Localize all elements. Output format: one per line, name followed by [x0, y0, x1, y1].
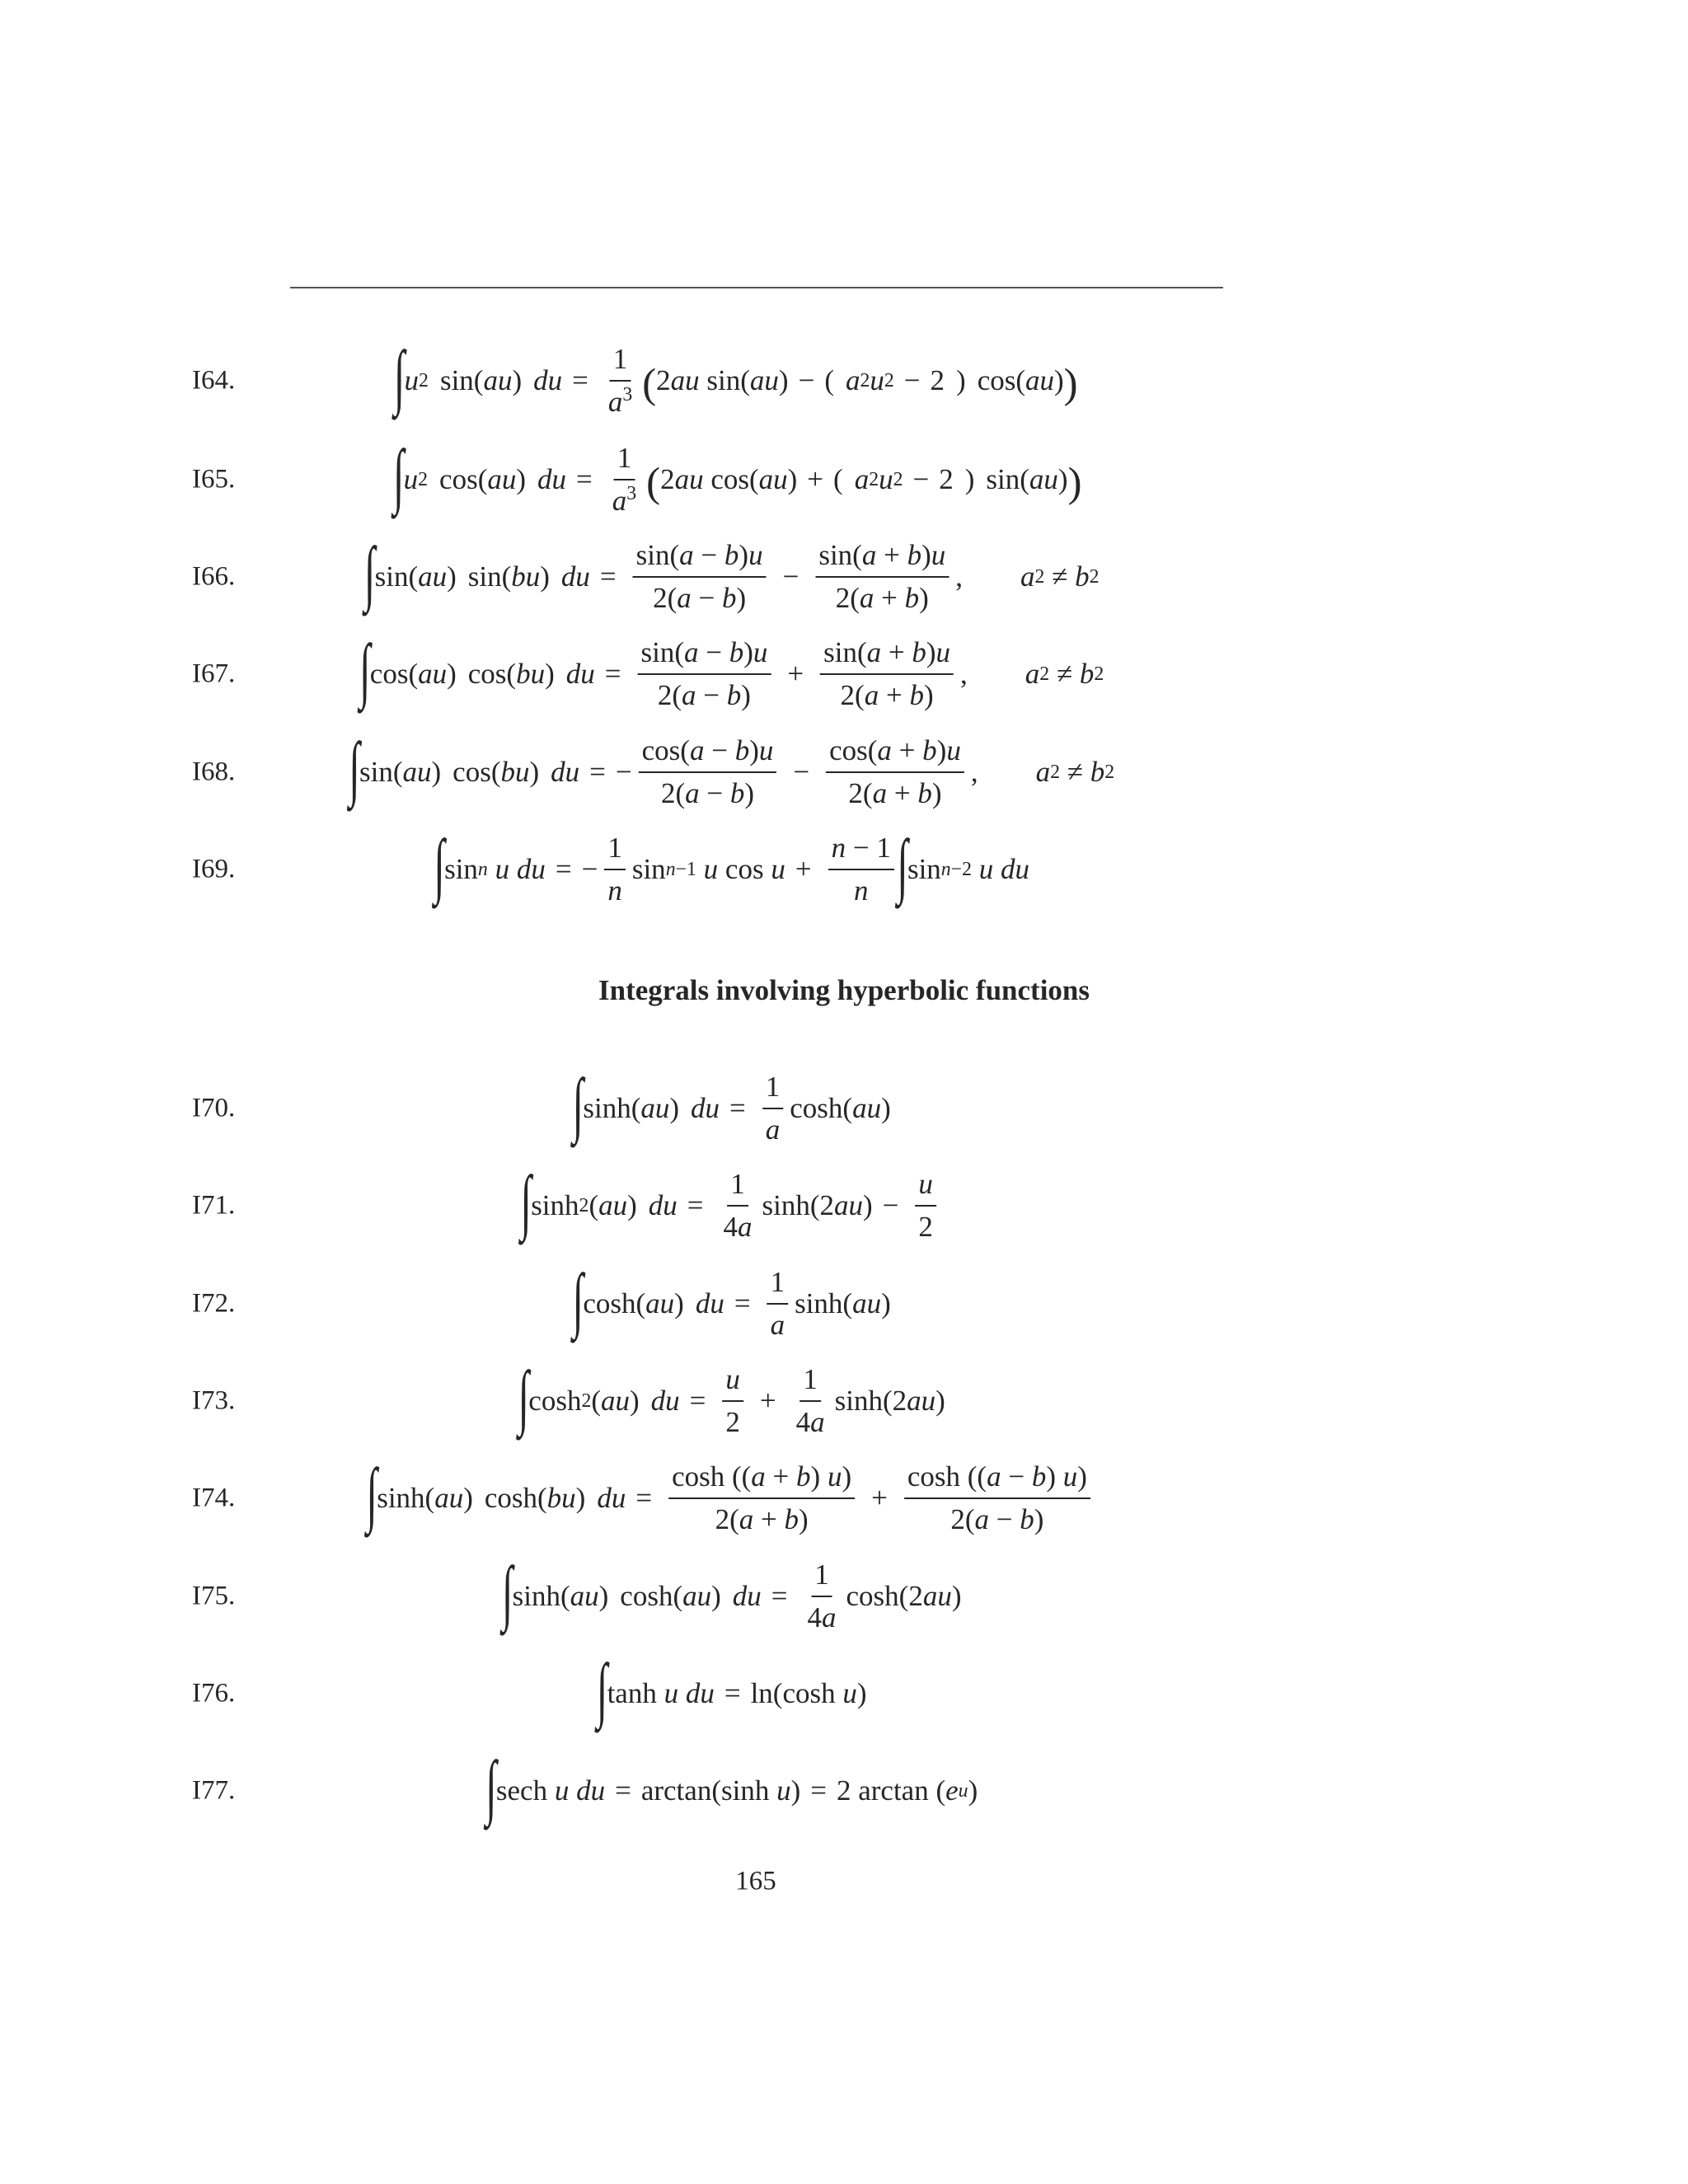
header-rule [290, 287, 1223, 288]
equation-label-i74: I74. [192, 1483, 236, 1513]
equation-label-i70: I70. [192, 1093, 236, 1123]
integral-sign: ∫ [434, 826, 445, 906]
integral-sign: ∫ [485, 1747, 497, 1827]
equation-label-i65: I65. [192, 464, 236, 494]
equation-label-i72: I72. [192, 1288, 236, 1319]
integral-sign: ∫ [501, 1553, 513, 1633]
equation-label-i66: I66. [192, 561, 236, 592]
equation-label-i71: I71. [192, 1190, 236, 1221]
equation-i77: ∫ sech u du = arctan(sinh u ) = 2 arctan ( e u ) [485, 1747, 978, 1827]
equation-label-i67: I67. [192, 658, 236, 689]
integral-sign: ∫ [393, 337, 406, 417]
integral-sign: ∫ [518, 1357, 529, 1437]
equation-i67: ∫ cos( au ) cos( bu ) du = $\frac{\sin(a - b)u}{2(a - b)}$ + $\frac{\sin(a + b)u}{2(a + b)}$ , a 2 ≠ b 2 [359, 630, 1104, 711]
equation-i72: ∫ cosh( au ) du = $\frac{1}{a}$ sinh( au ) [572, 1260, 891, 1341]
equation-i74: ∫ sinh( au ) cosh( bu ) du = $\frac{\cosh ((a + b) u)}{2(a + b)}$ + $\frac{\cosh ((a - b) u)}{2(a - b)}$ [370, 1460, 1097, 1537]
equation-label-i69: I69. [192, 854, 236, 884]
integral-sign: ∫ [363, 533, 376, 613]
equation-i66: ∫ sin( au ) sin( bu ) du = $\frac{\sin(a - b)u}{2(a - b)}$ − $\frac{\sin(a + b)u}{2(a + b)}$ , a 2 ≠ b 2 [363, 533, 1100, 614]
equation-i73: ∫ cosh 2 ( au ) du = $\frac{u}{2}$ + $\frac{1}{4a}$ sinh(2 au ) [518, 1357, 945, 1438]
equation-label-i73: I73. [192, 1385, 236, 1416]
equation-label-i75: I75. [192, 1581, 236, 1611]
equation-i71: ∫ sinh 2 ( au ) du = $\frac{1}{4a}$ sinh(2 au ) − $\frac{u}{2}$ [524, 1167, 943, 1244]
equation-i70: ∫ sinh( au ) du = $\frac{1}{a}$ cosh( au ) [572, 1065, 891, 1146]
equation-label-i77: I77. [192, 1775, 236, 1806]
page-number: 165 [735, 1866, 776, 1896]
integral-sign: ∫ [366, 1455, 377, 1535]
equation-i76: ∫ tanh u du = ln(cosh u ) [596, 1650, 867, 1730]
integral-sign: ∫ [596, 1650, 608, 1730]
integral-sign: ∫ [349, 729, 360, 808]
integral-sign: ∫ [392, 436, 405, 516]
equation-i68: ∫ sin( au ) cos( bu ) du = − $\frac{\cos(a - b)u}{2(a - b)}$ − $\frac{\cos(a + b)u}{2(a + b)}$ , a 2 ≠ b 2 [349, 729, 1115, 809]
integral-sign: ∫ [572, 1260, 584, 1340]
equation-i64: ∫ u 2 sin( au ) du = $\frac{1}{a^3}$ ( 2 au sin( au ) − ( a 2 u 2 − 2 ) cos( au ) ) [393, 337, 1078, 418]
equation-label-i68: I68. [192, 757, 236, 787]
integral-sign: ∫ [359, 630, 371, 710]
equation-i75: ∫ sinh( au ) cosh( au ) du = $\frac{1}{4a}$ cosh(2 au ) [501, 1553, 962, 1633]
equation-i69: ∫ sin n u du = − $\frac{1}{n}$ sin n−1 u cos u + $\frac{n - 1}{n}$ ∫ sin n−2 u du [434, 826, 1030, 907]
integral-sign: ∫ [572, 1065, 584, 1145]
section-heading: Integrals involving hyperbolic functions [598, 974, 1090, 1006]
integral-sign: ∫ [520, 1162, 532, 1242]
integral-sign: ∫ [897, 826, 908, 906]
equation-label-i76: I76. [192, 1678, 236, 1708]
equation-i65: ∫ u 2 cos( au ) du = $\frac{1}{a^3}$ ( 2 au cos( au ) + ( a 2 u 2 − 2 ) sin( au ) ) [392, 436, 1082, 517]
equation-label-i64: I64. [192, 365, 236, 396]
